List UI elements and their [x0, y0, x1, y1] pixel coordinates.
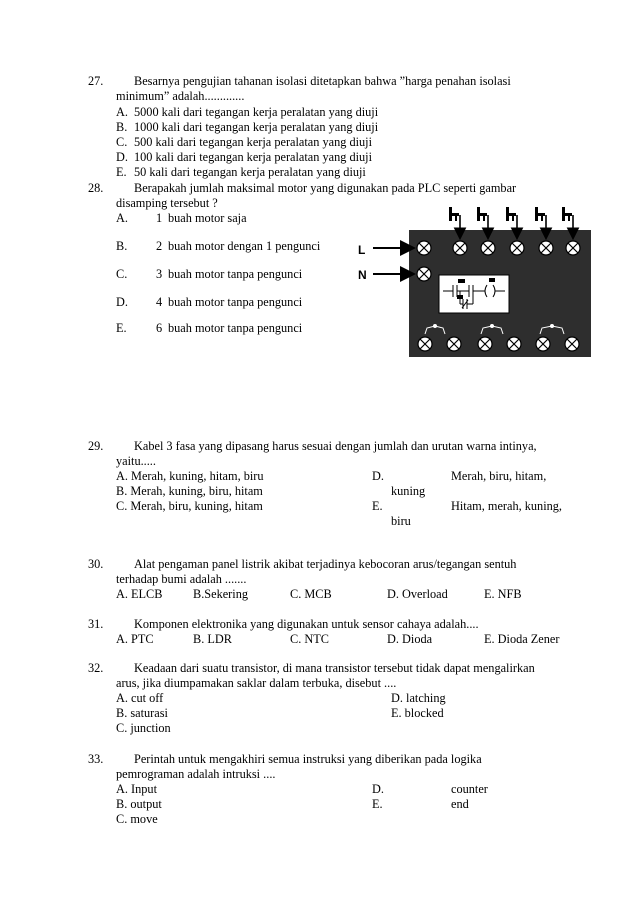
option-letter: C.	[116, 135, 128, 149]
output-lamp-icon	[478, 337, 492, 351]
option-e: E. blocked	[391, 706, 444, 720]
output-lamp-icon	[565, 337, 579, 351]
terminal-lamp-icon	[417, 241, 431, 255]
option-letter: B.	[116, 239, 128, 253]
option-d: D. Overload	[387, 587, 448, 601]
option-b: B. output	[116, 797, 162, 811]
option-number: 2	[156, 239, 163, 253]
option-text: buah motor saja	[168, 211, 247, 225]
question-number: 33.	[88, 752, 104, 766]
option-e-text: end	[451, 797, 469, 811]
option-c: C. Merah, biru, kuning, hitam	[116, 499, 263, 513]
option-a: A. cut off	[116, 691, 164, 705]
question-number: 27.	[88, 74, 104, 88]
option-text: buah motor dengan 1 pengunci	[168, 239, 321, 253]
option-c: C. junction	[116, 721, 171, 735]
option-c: C. MCB	[290, 587, 332, 601]
line-label: L	[358, 243, 366, 257]
option-b: B.Sekering	[193, 587, 248, 601]
option-c: C. NTC	[290, 632, 329, 646]
question-stem-cont: arus, jika diumpamakan saklar dalam terbuka, disebut ....	[116, 676, 397, 690]
question-stem-cont: terhadap bumi adalah .......	[116, 572, 247, 586]
option-letter: E.	[116, 321, 127, 335]
option-e-text: Hitam, merah, kuning,	[451, 499, 562, 513]
option-letter: A.	[116, 105, 128, 119]
option-e: E. Dioda Zener	[484, 632, 560, 646]
option-text: 500 kali dari tegangan kerja peralatan yang diuji	[134, 135, 372, 149]
question-number: 31.	[88, 617, 104, 631]
question-stem-cont: yaitu.....	[116, 454, 156, 468]
option-b: B. saturasi	[116, 706, 168, 720]
question-stem: Keadaan dari suatu transistor, di mana transistor tersebut tidak dapat mengalirkan	[134, 661, 535, 675]
option-a: A. PTC	[116, 632, 154, 646]
output-lamp-icon	[418, 337, 432, 351]
option-letter: B.	[116, 120, 128, 134]
option-text: buah motor tanpa pengunci	[168, 267, 303, 281]
option-d-text: Merah, biru, hitam,	[451, 469, 547, 483]
option-letter: D.	[116, 295, 128, 309]
option-text: buah motor tanpa pengunci	[168, 321, 303, 335]
question-stem-cont: disamping tersebut ?	[116, 196, 218, 210]
option-a: A. Input	[116, 782, 157, 796]
option-d: D. Dioda	[387, 632, 433, 646]
option-number: 4	[156, 295, 163, 309]
option-text: 1000 kali dari tegangan kerja peralatan yang diuji	[134, 120, 379, 134]
question-stem-cont: pemrograman adalah intruksi ....	[116, 767, 276, 781]
option-d: D. latching	[391, 691, 446, 705]
terminal-lamp-icon	[453, 241, 467, 255]
terminal-lamp-icon	[510, 241, 524, 255]
option-d-letter: D.	[372, 469, 384, 483]
question-stem: Komponen elektronika yang digunakan untuk sensor cahaya adalah....	[134, 617, 479, 631]
question-stem: Perintah untuk mengakhiri semua instruksi yang diberikan pada logika	[134, 752, 482, 766]
option-letter: C.	[116, 267, 128, 281]
option-letter: A.	[116, 211, 128, 225]
option-a: A. Merah, kuning, hitam, biru	[116, 469, 264, 483]
option-c: C. move	[116, 812, 158, 826]
plc-wiring-figure	[355, 203, 595, 361]
question-stem-cont: minimum” adalah.............	[116, 89, 245, 103]
option-letter: E.	[116, 165, 127, 179]
question-stem: Besarnya pengujian tahanan isolasi ditetapkan bahwa ”harga penahan isolasi	[134, 74, 511, 88]
option-d-letter: D.	[372, 782, 384, 796]
option-number: 1	[156, 211, 163, 225]
terminal-lamp-icon	[566, 241, 580, 255]
terminal-lamp-icon	[481, 241, 495, 255]
option-a: A. ELCB	[116, 587, 163, 601]
output-lamp-icon	[447, 337, 461, 351]
question-stem: Berapakah jumlah maksimal motor yang digunakan pada PLC seperti gambar	[134, 181, 517, 195]
option-number: 3	[156, 267, 163, 281]
option-text: 50 kali dari tegangan kerja peralatan yang diuji	[134, 165, 366, 179]
question-number: 29.	[88, 439, 104, 453]
option-b: B. LDR	[193, 632, 232, 646]
option-number: 6	[156, 321, 163, 335]
option-e-letter: E.	[372, 797, 383, 811]
question-stem: Alat pengaman panel listrik akibat terjadinya kebocoran arus/tegangan sentuh	[134, 557, 517, 571]
terminal-lamp-icon	[417, 267, 431, 281]
option-e-cont: biru	[391, 514, 411, 528]
option-text: buah motor tanpa pengunci	[168, 295, 303, 309]
output-lamp-icon	[507, 337, 521, 351]
output-lamp-icon	[536, 337, 550, 351]
option-text: 5000 kali dari tegangan kerja peralatan yang diuji	[134, 105, 379, 119]
option-b: B. Merah, kuning, biru, hitam	[116, 484, 263, 498]
question-stem: Kabel 3 fasa yang dipasang harus sesuai dengan jumlah dan urutan warna intinya,	[134, 439, 537, 453]
option-d-text: counter	[451, 782, 488, 796]
question-number: 28.	[88, 181, 104, 195]
option-text: 100 kali dari tegangan kerja peralatan yang diuji	[134, 150, 372, 164]
terminal-lamp-icon	[539, 241, 553, 255]
option-d-cont: kuning	[391, 484, 426, 498]
question-number: 30.	[88, 557, 104, 571]
option-e: E. NFB	[484, 587, 522, 601]
plc-diagram	[355, 203, 595, 361]
ladder-logic-box	[439, 275, 509, 313]
neutral-label: N	[358, 268, 367, 282]
option-e-letter: E.	[372, 499, 383, 513]
option-letter: D.	[116, 150, 128, 164]
question-number: 32.	[88, 661, 104, 675]
